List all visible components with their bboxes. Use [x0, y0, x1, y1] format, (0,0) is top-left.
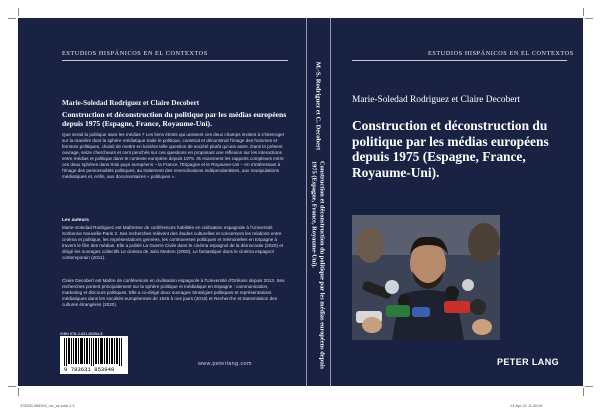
isbn-label: ISBN 978-3-631-85394-8: [60, 332, 103, 336]
divider-back: [62, 60, 288, 61]
spine-title: Construction et déconstruction du politique par les médias européens depuis 1975 (Espagne, France, Royaume-Uni).: [311, 161, 326, 370]
back-blurb: Que serait la politique sans les médias ? Les liens étroits qui unissent ces deux champs invitent à s'interroger sur la manière dont la sphère médiatique traite le politique, construit et déconstruit l'image des hommes et femmes politiques, choisit de mettre en lumière telle question de société plutôt qu'une autre. Dans le présent ouvrage, seize chercheurs et cent penchés sur ces questions en proposant une réflexion sur les interactions entre médias et politique dans le contexte européen depuis 1975. Ils examinent les rapports complexes entre ces deux sphères dans trois pays européens – la France, l'Espagne et le Royaume-Uni – en s'intéressant à l'image des personnalités politiques, au traitement des revendications indépendantistes, aux manipulations médiatiques et, enfin, aux documentaires « politiques ».: [62, 132, 285, 180]
crop-mark: [8, 18, 16, 19]
crop-mark: [18, 8, 19, 16]
spine: [306, 18, 330, 386]
about-author-1: Marie-Soledad Rodriguez est Maîtresse de conférences habilitée en civilisation espagnole à l'Université Sorbonne Nouvelle-Paris 3. Ses recherches relèvent des études culturelles et concernent les relations entre cinéma et politique, les représentations genrées, les controverses politiques et mémorielles en Espagne à travers le film des médias. Elle a publié La Guerre Civile dans le cinéma espagnol de la démocratie (2020) et dirigé les ouvrages collectifs Le cinéma de Julio Medem (2008), Le fantastique dans le cinéma espagnol contemporain (2011).: [62, 225, 284, 261]
isbn-barcode: [60, 336, 128, 374]
about-author-2: Claire Decobert est Maître de conférences en civilisation espagnole à l'Université d'Orléans depuis 2013. Ses recherches portent principalement sur la sphère politique et médiatique en Espagne : communication, marketing et discours politiques. Elle a co-dirigé deux ouvrages Stratégies politiques et représentations médiatiques dans les sociétés européennes de 1945 à nos jours (2018) et Recherche et transmission des cultures étrangères (2020).: [62, 278, 285, 308]
barcode-number: 9 783631 853948: [64, 366, 115, 373]
front-title: Construction et déconstruction du politique par les médias européens depuis 1975 (Espagne, France, Royaume-Uni).: [352, 118, 549, 180]
back-title: Construction et déconstruction du politique par les médias européens depuis 1975 (Espagne, France, Royaume-Uni).: [62, 110, 287, 128]
publisher-url: www.peterlang.com: [198, 361, 252, 367]
front-authors: Marie-Soledad Rodriguez et Claire Decobert: [352, 95, 521, 105]
crop-mark: [583, 388, 584, 396]
about-authors-heading: Les auteurs: [62, 218, 89, 223]
crop-mark: [8, 386, 16, 387]
spine-authors: M.-S. Rodriguez et C. Decobert: [314, 61, 322, 151]
crop-mark: [583, 8, 584, 16]
crop-mark: [18, 388, 19, 396]
spine-fold-right: [330, 18, 331, 386]
publisher-logo: PETER LANG: [497, 357, 560, 367]
series-name-back: ESTUDIOS HISPÁNICOS EN EL CONTEXTOS: [62, 50, 208, 57]
crop-mark: [585, 386, 593, 387]
series-name-front: ESTUDIOS HISPÁNICOS EN EL CONTEXTOS: [428, 50, 574, 57]
print-slug-file: 378303-085394_cvr_ss.indd 1-3: [20, 404, 75, 408]
back-authors: Marie-Soledad Rodriguez et Claire Decobert: [62, 99, 200, 107]
crop-mark: [585, 18, 593, 19]
cover-photo-press-microphones: [352, 215, 500, 340]
divider-front: [352, 60, 567, 61]
print-slug-date: 14-Apr-21 11:30:06: [510, 404, 543, 408]
